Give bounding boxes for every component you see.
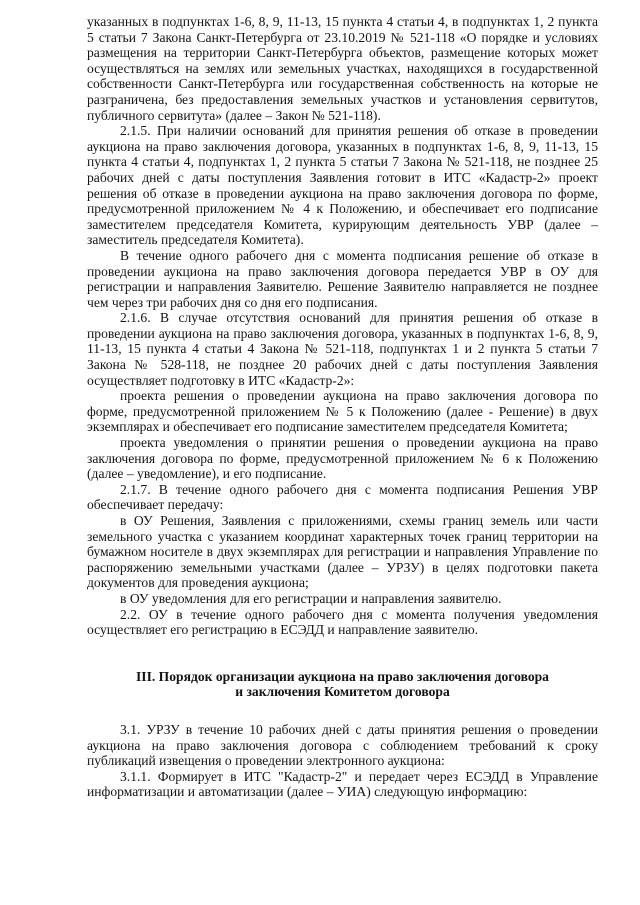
section-heading [87, 669, 598, 700]
paragraph-2-1-5: 2.1.5. При наличии оснований для принятия решения об отказе в проведении аукциона на право заключения договора, указанных в подпунктах 1-6, 8, 9, 11-13, 15 пункта 4 статьи 4, подпунктах 1, 2 пункта 5 статьи 7 Закона № 521-118, не позднее 25 рабочих дней с даты поступления Заявления готовит в ИТС «Кадастр-2» проект решения об отказе в проведении аукциона на право заключения договора по форме, предусмотренной приложением № 4 к Положению, и обеспечивает его подписание заместителем председателя Комитета, курирующим деятельность УВР (далее – заместитель председателя Комитета). [87, 123, 598, 248]
paragraph-notification-draft: проекта уведомления о принятии решения о проведении аукциона на право заключения договора по форме, предусмотренной приложением № 6 к Положению (далее – уведомление), и его подписание. [87, 435, 598, 482]
paragraph-decision-draft: проекта решения о проведении аукциона на право заключения договора по форме, предусмотренной приложением № 5 к Положению (далее - Решение) в двух экземплярах и обеспечивает его подписание заместителем председателя Комитета; [87, 388, 598, 435]
section-heading-line1: III. Порядок организации аукциона на право заключения договора [136, 668, 549, 684]
paragraph-ou-decision: в ОУ Решения, Заявления с приложениями, схемы границ земель или части земельного участка с указанием координат характерных точек границ территории на бумажном носителе в двух экземплярах для регистрации и направления Управление по распоряжению земельными участками (далее – УРЗУ) в целях подготовки пакета документов для проведения аукциона; [87, 513, 598, 591]
paragraph-2-2: 2.2. ОУ в течение одного рабочего дня с момента получения уведомления осуществляет его регистрацию в ЕСЭДД и направление заявителю. [87, 606, 598, 638]
section-heading-line2: и заключения Комитетом договора [235, 684, 450, 700]
paragraph-law-reference: указанных в подпунктах 1-6, 8, 9, 11-13, 15 пункта 4 статьи 4, в подпунктах 1, 2 пункта 5 статьи 7 Закона Санкт-Петербурга от 23.10.2019 № 521-118 «О порядке и условиях размещения на территории Санкт-Петербурга объектов, размещение которых может осуществляться на землях или земельных участках, находящихся в государственной собственности Санкт-Петербурга или государственная собственность на которые не разграничена, без предоставления земельных участков и установления сервитутов, публичного сервитута» (далее – Закон № 521-118). [87, 14, 598, 123]
paragraph-3-1: 3.1. УРЗУ в течение 10 рабочих дней с даты принятия решения о проведении аукциона на право заключения договора с соблюдением требований к сроку публикаций извещения о проведении электронного аукциона: [87, 721, 598, 769]
paragraph-ou-notification: в ОУ уведомления для его регистрации и направления заявителю. [120, 590, 502, 606]
paragraph-2-1-6: 2.1.6. В случае отсутствия оснований для принятия решения об отказе в проведении аукциона на право заключения договора, указанных в подпунктах 1-6, 8, 9, 11-13, 15 пункта 4 статьи 4 Закона № 521-118, подпунктах 1 и 2 пункта 5 статьи 7 Закона № 528-118, не позднее 20 рабочих дней с даты поступления Заявления осуществляет подготовку в ИТС «Кадастр-2»: [87, 310, 598, 388]
document-body [87, 14, 598, 800]
paragraph-3-1-1: 3.1.1. Формирует в ИТС "Кадастр-2" и передает через ЕСЭДД в Управление информатизации и автоматизации (далее – УИА) следующую информацию: [87, 768, 598, 800]
paragraph-refusal-transfer: В течение одного рабочего дня с момента подписания решение об отказе в проведении аукциона на право заключения договора передается УВР в ОУ для регистрации и направления Заявителю. Решение Заявителю направляется не позднее чем через три рабочих дня со дня его подписания. [87, 247, 598, 310]
paragraph-2-1-7: 2.1.7. В течение одного рабочего дня с момента подписания Решения УВР обеспечивает передачу: [87, 481, 598, 513]
